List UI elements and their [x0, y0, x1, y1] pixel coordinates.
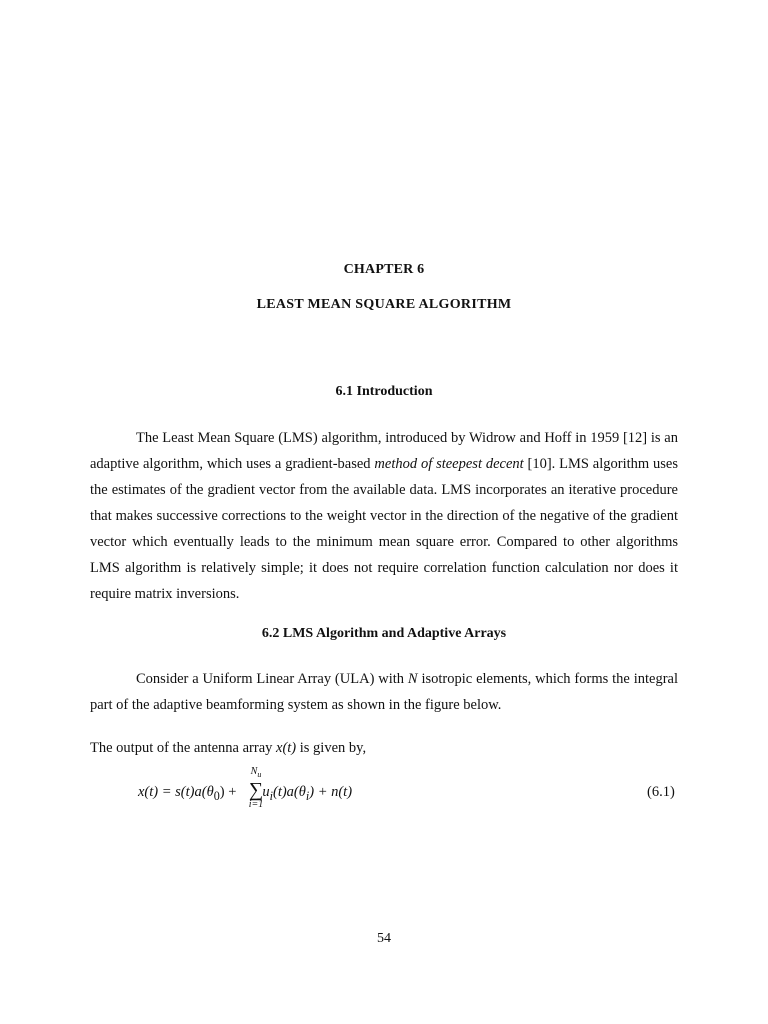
eq-lhs-sub: 0	[213, 788, 220, 803]
sum-upper-sub: u	[257, 770, 262, 779]
eq-tail: ) + n(t)	[309, 784, 353, 800]
ula-text-italic: N	[407, 671, 418, 687]
ula-text-a: Consider a Uniform Linear Array (ULA) with	[136, 671, 408, 687]
lead-text-italic: x(t)	[276, 740, 297, 756]
section-heading-introduction: 6.1 Introduction	[335, 384, 433, 399]
page-number: 54	[377, 931, 391, 946]
eq-term2-sub: i	[305, 788, 310, 803]
eq-plus: ) +	[219, 784, 237, 800]
eq-lhs: x(t) = s(t)a(θ	[138, 784, 214, 800]
ula-text-b: isotropic elements, which forms the integral part of the adaptive beamforming system as shown in the figure below.	[90, 671, 678, 713]
sum-upper: N	[250, 766, 258, 777]
intro-text-italic: method of steepest decent	[374, 456, 524, 472]
lead-text-a: The output of the antenna array	[90, 740, 277, 756]
chapter-label: CHAPTER 6	[343, 262, 425, 277]
sigma-icon: ∑	[248, 779, 264, 801]
chapter-title: LEAST MEAN SQUARE ALGORITHM	[256, 297, 512, 312]
eq-term-sub: i	[269, 788, 273, 803]
sum-lower-limit: i=1	[248, 799, 264, 810]
eq-term: u	[262, 784, 270, 800]
intro-text-a: The Least Mean Square (LMS) algorithm, introduced by Widrow and Hoff in 1959 [12] is an adaptive algorithm, which uses a gradient-based	[90, 430, 678, 472]
eq-term2: (t)a(θ	[272, 784, 306, 800]
lead-text-b: is given by,	[296, 740, 367, 756]
intro-text-b: [10]. LMS algorithm uses the estimates of the gradient vector from the available data. LMS incorporates an iterative procedure that makes successive corrections to the weight vector in the direction of the negative of the gradient vector which eventually leads to the minimum mean square error. Compared to other algorithms LMS algorithm is relatively simple; it does not require correlation function calculation nor does it require matrix inversions.	[90, 456, 678, 602]
equation-number: (6.1)	[647, 784, 675, 800]
summation	[246, 766, 266, 811]
introduction-paragraph	[90, 425, 678, 607]
ula-paragraph	[90, 666, 678, 718]
output-lead-sentence	[90, 740, 366, 757]
section-heading-lms: 6.2 LMS Algorithm and Adaptive Arrays	[261, 626, 507, 641]
